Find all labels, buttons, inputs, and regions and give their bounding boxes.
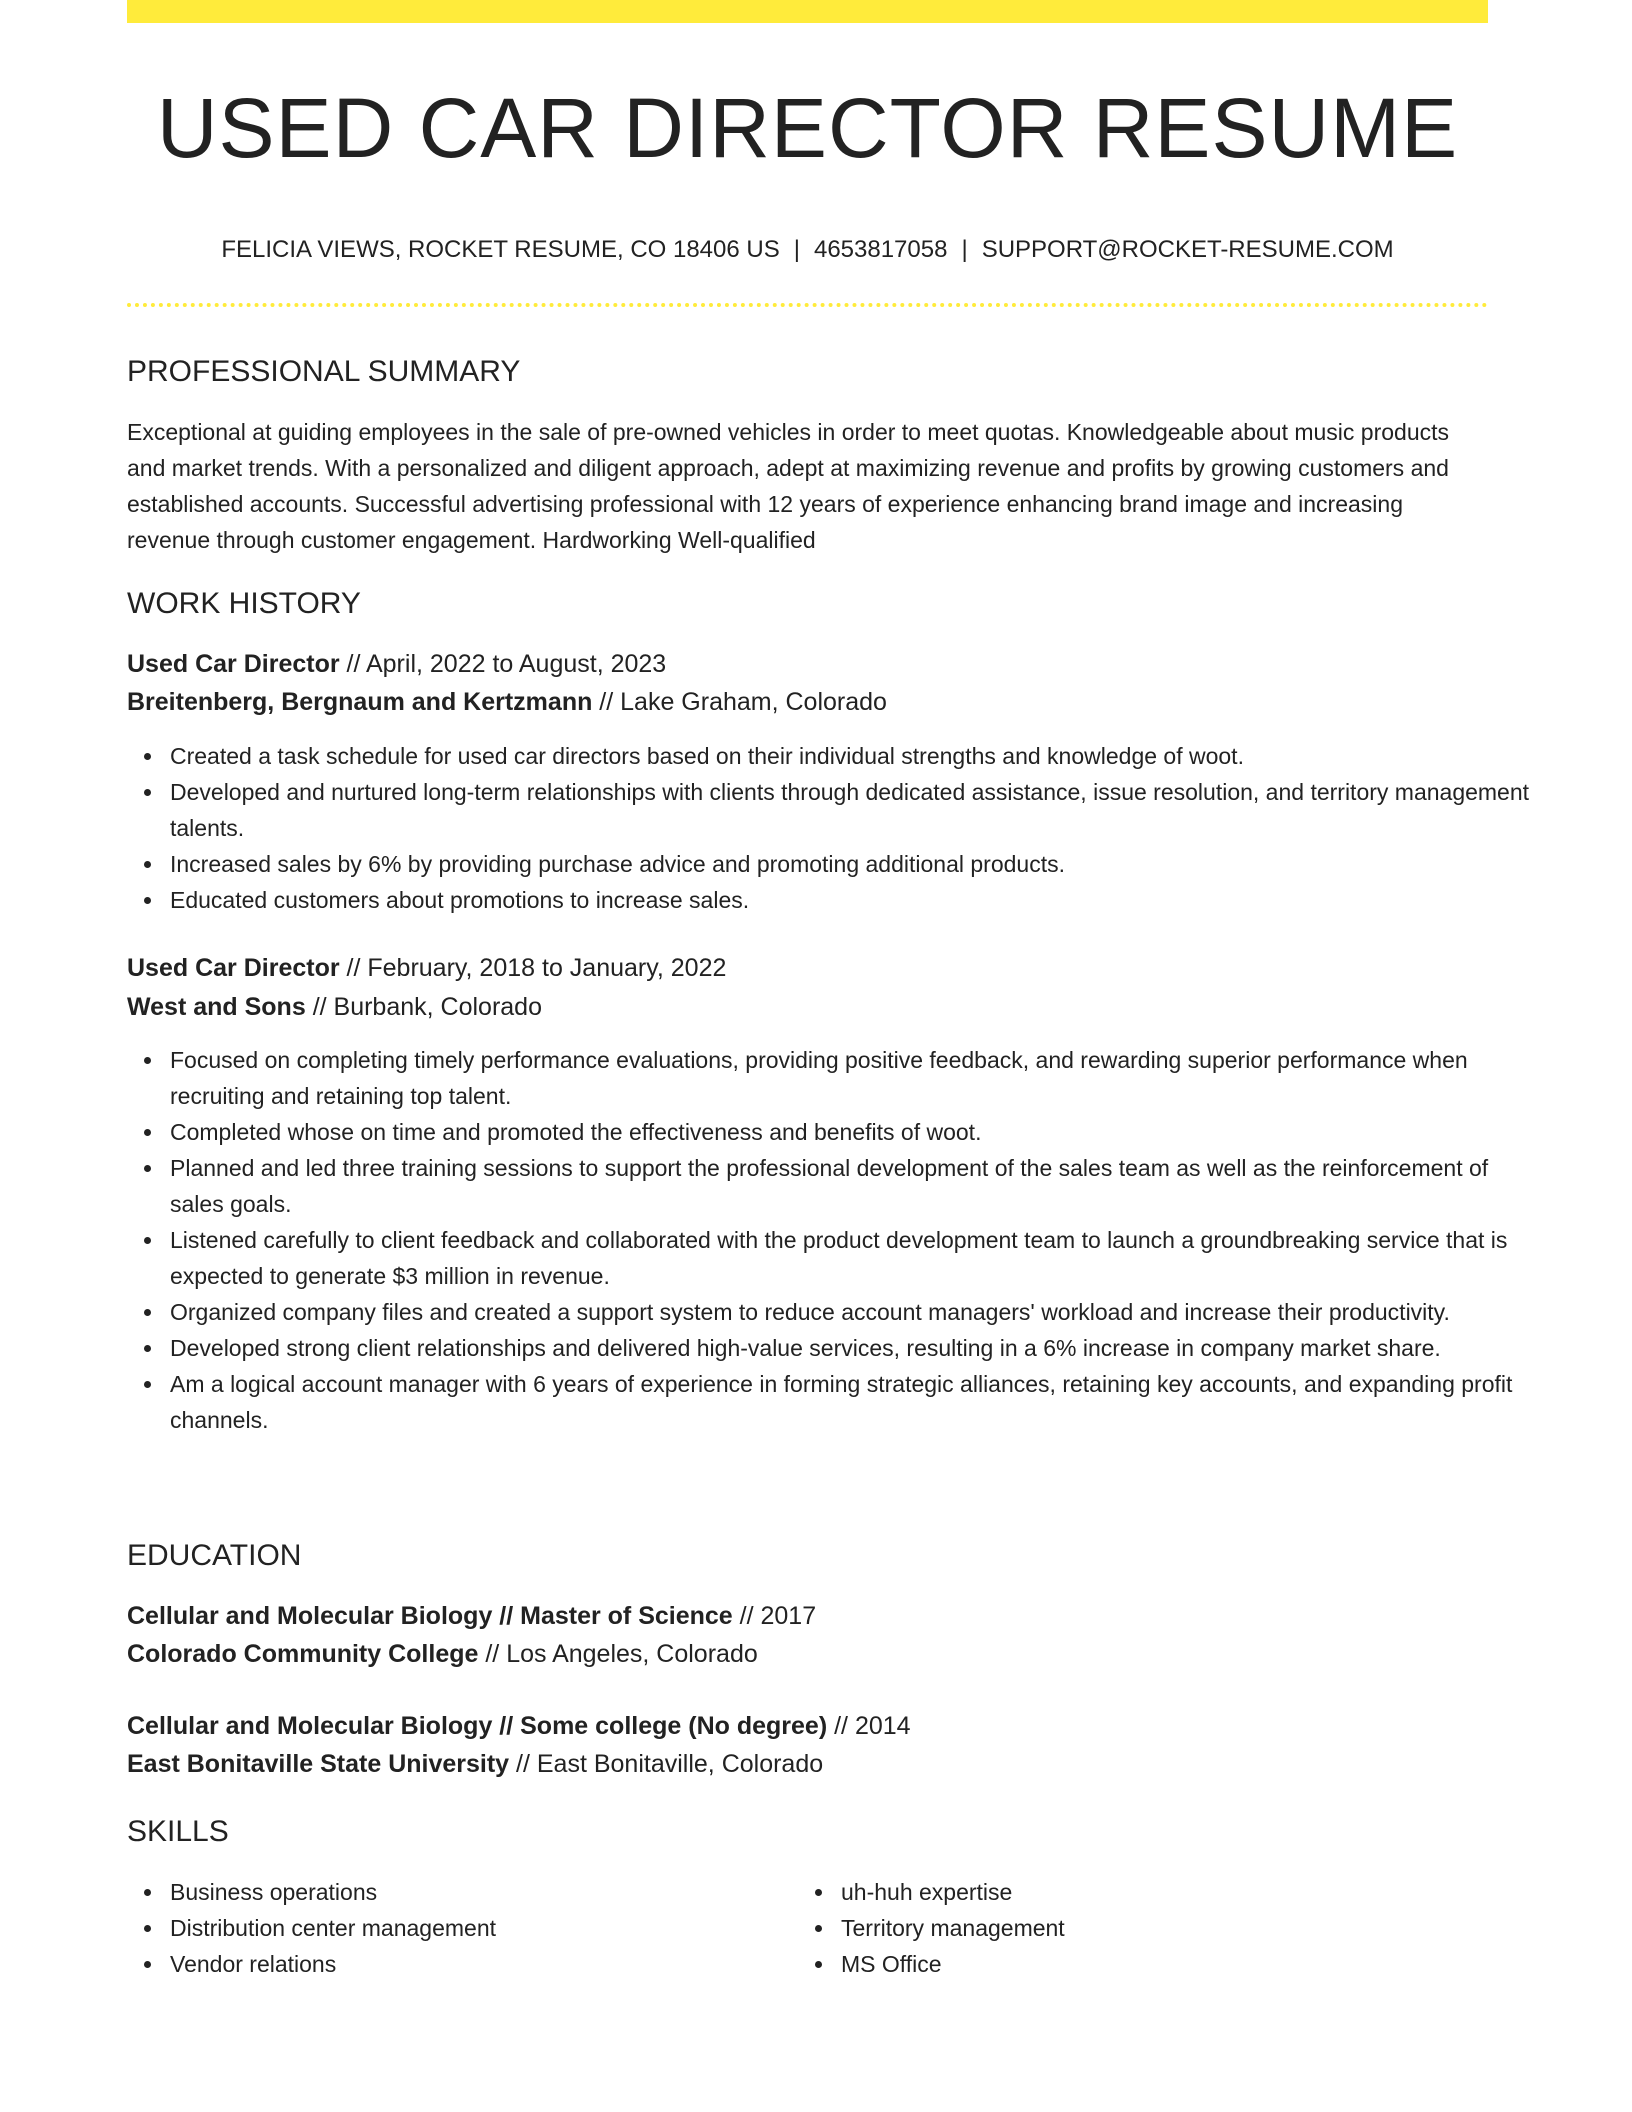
school-line bbox=[127, 1748, 823, 1780]
list-item: MS Office bbox=[841, 1946, 1441, 1982]
job-bullets bbox=[127, 1042, 1531, 1438]
job-dates: // February, 2018 to January, 2022 bbox=[339, 954, 727, 982]
contact-email: SUPPORT@ROCKET-RESUME.COM bbox=[981, 236, 1394, 263]
degree-year: // 2014 bbox=[827, 1712, 911, 1740]
list-item: Distribution center management bbox=[170, 1910, 770, 1946]
skills-heading: SKILLS bbox=[127, 1815, 229, 1848]
degree-year: // 2017 bbox=[732, 1602, 817, 1630]
job-company: Breitenberg, Bergnaum and Kertzmann bbox=[127, 688, 593, 716]
school-location: // East Bonitaville, Colorado bbox=[509, 1750, 824, 1778]
contact-address: FELICIA VIEWS, ROCKET RESUME, CO 18406 US bbox=[221, 236, 780, 263]
list-item: Created a task schedule for used car directors based on their individual strengths and knowledge of woot. bbox=[170, 738, 1531, 774]
school: East Bonitaville State University bbox=[127, 1750, 510, 1778]
school: Colorado Community College bbox=[127, 1640, 479, 1668]
job-company: West and Sons bbox=[127, 993, 306, 1021]
list-item: Planned and led three training sessions to support the professional development of the sales team as well as the reinforcement of sales goals. bbox=[170, 1150, 1531, 1222]
contact-phone: 4653817058 bbox=[813, 236, 948, 263]
job-location: // Burbank, Colorado bbox=[305, 993, 542, 1021]
job-title: Used Car Director bbox=[127, 650, 340, 678]
list-item: Completed whose on time and promoted the effectiveness and benefits of woot. bbox=[170, 1114, 1531, 1150]
list-item: Territory management bbox=[841, 1910, 1441, 1946]
degree: Cellular and Molecular Biology // Some college (No degree) bbox=[127, 1712, 828, 1740]
school-line bbox=[127, 1638, 758, 1670]
job-title-line bbox=[127, 648, 666, 680]
degree: Cellular and Molecular Biology // Master of Science bbox=[127, 1602, 733, 1630]
list-item: Educated customers about promotions to increase sales. bbox=[170, 882, 1531, 918]
degree-line bbox=[127, 1710, 911, 1742]
list-item: Developed strong client relationships and delivered high-value services, resulting in a 6% increase in company market share. bbox=[170, 1330, 1531, 1366]
skills-list-left bbox=[127, 1874, 770, 1982]
summary-text: Exceptional at guiding employees in the sale of pre-owned vehicles in order to meet quotas. Knowledgeable about music products and market trends. With a personalized and diligent approach, adept at maximizing revenue and profits by growing customers and established accounts. Successful advertising professional with 12 years of experience enhancing brand image and increasing revenue through customer engagement. Hardworking Well-qualified bbox=[127, 419, 1450, 553]
list-item: Developed and nurtured long-term relationships with clients through dedicated assistance, issue resolution, and territory management talents. bbox=[170, 774, 1531, 846]
job-location: // Lake Graham, Colorado bbox=[592, 688, 887, 716]
school-location: // Los Angeles, Colorado bbox=[478, 1640, 758, 1668]
contact-line bbox=[127, 235, 1488, 265]
list-item: Vendor relations bbox=[170, 1946, 770, 1982]
job-title: Used Car Director bbox=[127, 954, 340, 982]
degree-line bbox=[127, 1600, 816, 1632]
education-heading: EDUCATION bbox=[127, 1539, 302, 1572]
list-item: Increased sales by 6% by providing purchase advice and promoting additional products. bbox=[170, 846, 1531, 882]
work-history-heading: WORK HISTORY bbox=[127, 587, 361, 620]
resume-title: USED CAR DIRECTOR RESUME bbox=[156, 81, 1459, 175]
job-dates: // April, 2022 to August, 2023 bbox=[339, 650, 667, 678]
list-item: Listened carefully to client feedback and collaborated with the product development team to launch a groundbreaking service that is expected to generate $3 million in revenue. bbox=[170, 1222, 1531, 1294]
list-item: Focused on completing timely performance evaluations, providing positive feedback, and rewarding superior performance when recruiting and retaining top talent. bbox=[170, 1042, 1531, 1114]
resume-content bbox=[127, 0, 1530, 1977]
job-company-line bbox=[127, 686, 887, 718]
list-item: uh-huh expertise bbox=[841, 1874, 1441, 1910]
job-title-line bbox=[127, 952, 726, 984]
skills-list-right bbox=[798, 1874, 1441, 1982]
summary-heading: PROFESSIONAL SUMMARY bbox=[127, 355, 521, 388]
job-company-line bbox=[127, 991, 542, 1023]
list-item: Am a logical account manager with 6 years of experience in forming strategic alliances, retaining key accounts, and expanding profit channels. bbox=[170, 1366, 1531, 1438]
list-item: Business operations bbox=[170, 1874, 770, 1910]
contact-separator: | bbox=[793, 236, 800, 263]
dotted-divider bbox=[127, 303, 1488, 307]
list-item: Organized company files and created a support system to reduce account managers' workload and increase their productivity. bbox=[170, 1294, 1531, 1330]
contact-separator: | bbox=[961, 236, 968, 263]
job-bullets bbox=[127, 738, 1531, 918]
